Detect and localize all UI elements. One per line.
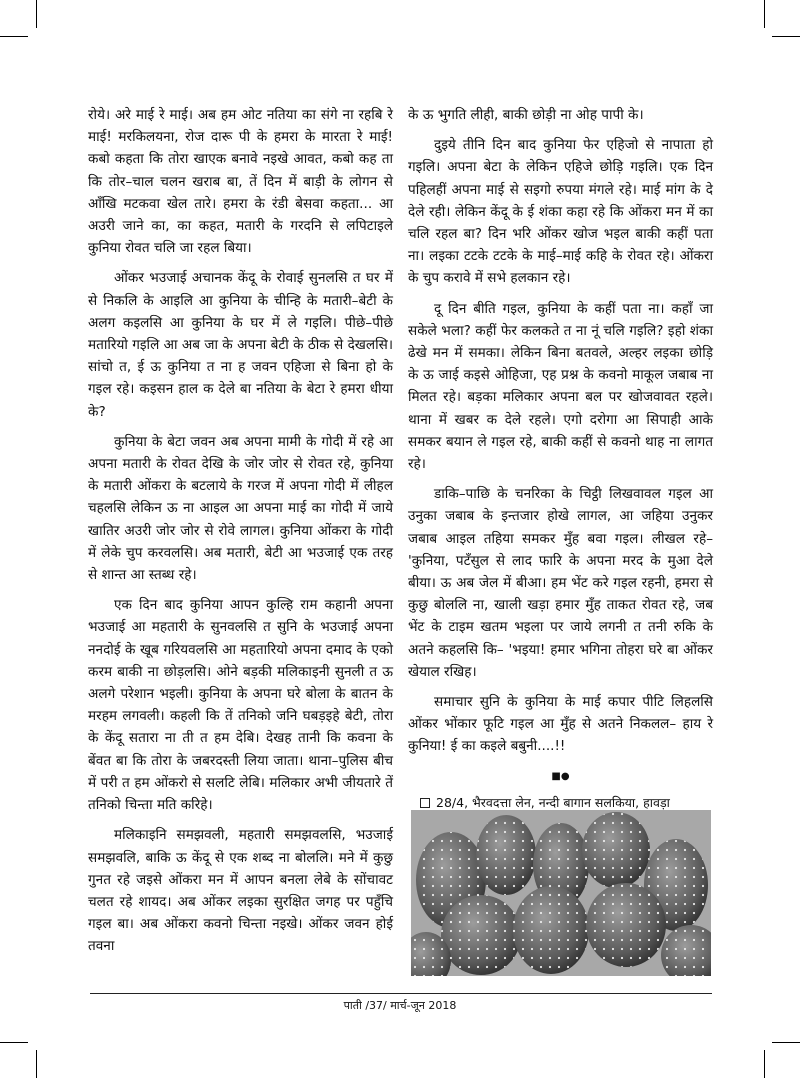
address-text: 28/4, भैरवदत्ता लेन, नन्दी बागान सलकिया, हावड़ा (436, 794, 670, 810)
right-column (408, 104, 713, 822)
square-bullet-icon (420, 798, 430, 808)
paragraph: समाचार सुनि के कुनिया के माई कपार पीटि लिहलसि ओंकर भोंकार फूटि गइल आ मुँह से अतने निकलल– हाय रे कुनिया! ई का कइले बबुनी....!! (408, 694, 713, 755)
crop-mark (764, 0, 765, 28)
crop-mark (36, 1050, 37, 1078)
paragraph: एक दिन बाद कुनिया आपन कुल्हि राम कहानी अपना भउजाई आ महतारी के सुनवलसि त सुनि के भउजाई अपना ननदोई के खूब गरियवलसि आ महतारियो अपना दमाद के एको करम बाकी ना छोड़लसि। ओने बड़की मलिकाइनी सुनली त ऊ अलगे परेशान भइली। कुनिया के अपना घरे बोला के बातन के मरहम लगवली। कहली कि तें तनिको जनि घबड़इहे बेटी, तोरा के केंदू सतारा ना ती त हम देबि। देखह तानी कि कवना के बेंवत बा कि तोरा के जबरदस्ती लिया जाता। थाना–पुलिस बीच में परी त हम ओंकरो से सलटि लेबि। मलिकार अभी जीयतारे तें तनिको चिन्ता मति करिहे। (88, 597, 393, 814)
crop-mark (0, 1042, 28, 1043)
paragraph: के ऊ भुगति लीही, बाकी छोड़ी ना ओह पापी के। (408, 107, 644, 123)
crop-mark (764, 1050, 765, 1078)
cactus-photo (411, 810, 711, 976)
paragraph: कुनिया के बेटा जवन अब अपना मामी के गोदी में रहे आ अपना मतारी के रोवत देखि के जोर जोर से रोवत रहे, कुनिया के मतारी ओंकरा के बटलाये के गरज में अपना गोदी में लीहल चहलसि लेकिन ऊ ना आइल आ अपना माई का गोदी में जाये खातिर अउरी जोर जोर से रोवे लागल। कुनिया ओंकरा के गोदी में लेके चुप करवलसि। अब मतारी, बेटी आ भउजाई एक तरह से शान्त आ स्तब्ध रहे। (88, 433, 393, 584)
crop-mark (772, 36, 800, 37)
cactus-illustration (411, 810, 711, 976)
paragraph: डाकि–पाछि के चनरिका के चिट्ठी लिखवावल गइल आ उनुका जबाब के इन्तजार होखे लागल, आ जहिया उनुकर जबाब आइल तहिया समकर मुँह बवा गइल। लीखल रहे– 'कुनिया, पटँसुल से लाद फारि के अपना मरद के मुआ देले बीया। ऊ अब जेल में बीआ। हम भेंट करे गइल रहनी, हमरा से कुछु बोललि ना, खाली खड़ा हमार मुँह ताकत रोवत रहे, जब भेंट के टाइम खतम भइला पर जाये लगनी त तनी रुकि के अतने कहलसि कि– 'भइया! हमार भगिना तोहरा घरे बा ओंकर खेयाल रखिह। (408, 486, 713, 680)
crop-mark (36, 0, 37, 28)
separator-mark: ■● (551, 770, 570, 782)
paragraph: ओंकर भउजाई अचानक केंदू के रोवाई सुनलसि त घर में से निकलि के आइलि आ कुनिया के चीन्हि के मतारी–बेटी के अलग कइलसि आ कुनिया के घर में ले गइलि। पीछे–पीछे मतारियो गइलि आ अब जा के अपना बेटी के ठीक से देखलसि। सांचो त, ई ऊ कुनिया त ना ह जवन एहिजा से बिना हो के गइल रहे। कइसन हाल क देले बा नतिया के बेटा रे हमरा धीया के? (88, 270, 393, 420)
paragraph: दू दिन बीति गइल, कुनिया के कहीं पता ना। कहाँ जा सकेले भला? कहीं फेर कलकते त ना नूं चलि गइलि? इहो शंका ढेखे मन में समका। लेकिन बिना बतवले, अल्हर लइका छोड़ि के ऊ जाई कइसे ओहिजा, एह प्रश्न के कवनो माकूल जबाब ना मिलत रहे। बड़का मलिकार अपना बल पर खोजवावत रहले। थाना में खबर क देले रहले। एगो दरोगा आ सिपाही आके समकर बयान ले गइल रहे, बाकी कहीं से कवनो थाह ना लागत रहे। (408, 300, 713, 473)
page-footer: पाती /37/ मार्च-जून 2018 (343, 999, 457, 1012)
paragraph: दुइये तीनि दिन बाद कुनिया फेर एहिजो से नापाता हो गइलि। अपना बेटा के लेकिन एहिजे छोड़ि गइलि। एक दिन पहिलहीं अपना माई से सइगो रुपया मंगले रहे। माई मांग के दे देले रही। लेकिन केंदू के ई शंका कहा रहे कि ओंकरा मन में का चलि रहल बा? दिन भरि ओंकर खोज भइल बाकी कहीं पता ना। लइका टटके टटके के माई–माई कहि के रोवत रहे। ओंकरा के चुप करावे में सभे हलकान रहे। (408, 137, 713, 287)
paragraph: मलिकाइनि समझवली, महतारी समझवलसि, भउजाई समझवलि, बाकि ऊ केंदू से एक शब्द ना बोललि। मने में कुछु गुनत रहे जइसे ओंकरा मन में आपन बनला लेबे के सोंचावट चलत रहे शायद। अब ओंकर लइका सुरक्षित जगह पर पहुँचि गइल बा। अब ओंकरा कवनो चिन्ता नइखे। ओंकर जवन होई तवना (88, 827, 393, 955)
crop-mark (772, 1042, 800, 1043)
paragraph: रोये। अरे माई रे माई। अब हम ओट नतिया का संगे ना रहबि रे माई! मरकिलयना, रोज दारू पी के हमरा के मारता रे माई! कबो कहता कि तोरा खाएक बनावे नइखे आवत, कबो कह ता कि तोर–चाल चलन खराब बा, तें दिन में बाड़ी के लोगन से आँखि मटकवा खेल तारे। हमरा के रंडी बेसवा कहता... आ अउरी जाने का, का कहत, मतारी के गरदनि से लपिटाइले कुनिया रोवत चलि जा रहल बिया। (88, 107, 393, 257)
crop-mark (0, 36, 28, 37)
footer-rule (90, 993, 712, 994)
left-column (88, 104, 393, 966)
